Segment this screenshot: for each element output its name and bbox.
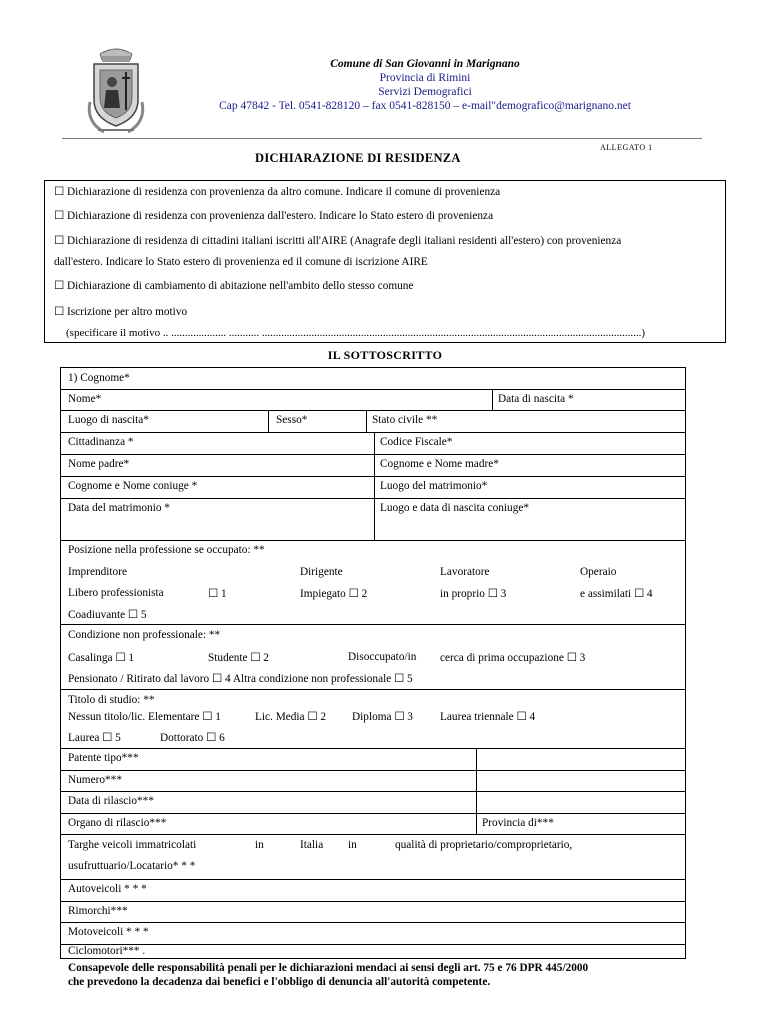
targhe-motoveicoli[interactable]: Motoveicoli * * * (68, 926, 149, 938)
prof-dirigente: Dirigente (300, 566, 343, 578)
field-cognome[interactable]: 1) Cognome* (68, 372, 130, 384)
studio-laurea[interactable]: Laurea ☐ 5 (68, 732, 121, 744)
prof-imprenditore: Imprenditore (68, 566, 127, 578)
altro-motivo-specify[interactable]: (specificare il motivo .. .................... ........... ..........................................................................................................................................) (66, 327, 645, 339)
field-cittadinanza[interactable]: Cittadinanza * (68, 436, 134, 448)
contact-info: Cap 47842 - Tel. 0541-828120 – fax 0541-828150 – e-mail"demografico@marignano.net (219, 100, 631, 112)
provincia-name: Provincia di Rimini (379, 72, 471, 84)
professione-label: Posizione nella professione se occupato: ** (68, 544, 265, 556)
checkbox-icon[interactable]: ☐ (54, 186, 65, 198)
targhe-ciclomotori[interactable]: Ciclomotori*** . (68, 945, 146, 957)
field-nome[interactable]: Nome* (68, 393, 102, 405)
targhe-word-in-2: in (348, 839, 357, 851)
studio-diploma[interactable]: Diploma ☐ 3 (352, 711, 413, 723)
allegato-label: ALLEGATO 1 (600, 143, 653, 152)
targhe-qualita: qualità di proprietario/comproprietario, (395, 839, 573, 851)
checkbox-icon[interactable]: ☐ (54, 306, 65, 318)
field-luogo-matrimonio[interactable]: Luogo del matrimonio* (380, 480, 488, 492)
checkbox-icon[interactable]: ☐ (54, 280, 65, 292)
prof-lavoratore: Lavoratore (440, 566, 490, 578)
prof-assimilati[interactable]: e assimilati ☐ 4 (580, 588, 653, 600)
studio-label: Titolo di studio: ** (68, 694, 155, 706)
studio-nessun[interactable]: Nessun titolo/lic. Elementare ☐ 1 (68, 711, 221, 723)
sottoscritto-heading: IL SOTTOSCRITTO (327, 348, 443, 362)
field-data-matrimonio[interactable]: Data del matrimonio * (68, 502, 170, 514)
studio-media[interactable]: Lic. Media ☐ 2 (255, 711, 326, 723)
patente-numero[interactable]: Numero*** (68, 774, 122, 786)
patente-organo[interactable]: Organo di rilascio*** (68, 817, 167, 829)
checkbox-icon[interactable]: ☐ (54, 210, 65, 222)
municipal-crest-logo (86, 42, 146, 138)
option-estero[interactable]: ☐ Dichiarazione di residenza con provenienza dall'estero. Indicare lo Stato estero di provenienza (54, 210, 494, 222)
nonprof-prima-occupazione[interactable]: cerca di prima occupazione ☐ 3 (440, 652, 586, 664)
nonprof-disoccupato: Disoccupato/in (348, 651, 417, 663)
nonprof-studente[interactable]: Studente ☐ 2 (208, 652, 269, 664)
header-divider (62, 138, 702, 139)
studio-dottorato[interactable]: Dottorato ☐ 6 (160, 732, 225, 744)
field-data-nascita[interactable]: Data di nascita * (498, 393, 574, 405)
servizi-name: Servizi Demografici (378, 86, 472, 98)
document-title: DICHIARAZIONE DI RESIDENZA (255, 151, 461, 165)
targhe-label: Targhe veicoli immatricolati (68, 839, 197, 851)
targhe-usufruttuario: usufruttuario/Locatario* * * (68, 860, 196, 872)
prof-libero: Libero professionista (68, 587, 164, 599)
field-nome-padre[interactable]: Nome padre* (68, 458, 130, 470)
field-sesso[interactable]: Sesso* (276, 414, 308, 426)
targhe-autoveicoli[interactable]: Autoveicoli * * * (68, 883, 147, 895)
option-altro-comune[interactable]: ☐ Dichiarazione di residenza con provenienza da altro comune. Indicare il comune di provenienza (54, 186, 501, 198)
field-luogo-nascita[interactable]: Luogo di nascita* (68, 414, 149, 426)
field-coniuge[interactable]: Cognome e Nome coniuge * (68, 480, 198, 492)
prof-in-proprio[interactable]: in proprio ☐ 3 (440, 588, 507, 600)
targhe-word-italia: Italia (300, 839, 324, 851)
prof-operaio: Operaio (580, 566, 617, 578)
prof-coadiuvante[interactable]: Coadiuvante ☐ 5 (68, 609, 147, 621)
field-nome-madre[interactable]: Cognome e Nome madre* (380, 458, 499, 470)
field-nascita-coniuge[interactable]: Luogo e data di nascita coniuge* (380, 502, 530, 514)
nonprof-casalinga[interactable]: Casalinga ☐ 1 (68, 652, 134, 664)
nonprof-pensionato[interactable]: Pensionato / Ritirato dal lavoro ☐ 4 Altra condizione non professionale ☐ 5 (68, 673, 413, 685)
targhe-rimorchi[interactable]: Rimorchi*** (68, 905, 128, 917)
checkbox-icon[interactable]: ☐ (54, 235, 65, 247)
option-cambio-abitazione[interactable]: ☐ Dichiarazione di cambiamento di abitazione nell'ambito dello stesso comune (54, 280, 414, 292)
comune-name: Comune di San Giovanni in Marignano (330, 58, 520, 70)
patente-data[interactable]: Data di rilascio*** (68, 795, 154, 807)
non-prof-label: Condizione non professionale: ** (68, 629, 221, 641)
prof-checkbox-1[interactable]: ☐ 1 (208, 588, 227, 600)
option-aire[interactable]: ☐ Dichiarazione di residenza di cittadini italiani iscritti all'AIRE (Anagrafe degli italiani residenti all'estero) con provenienza (54, 235, 622, 247)
targhe-word-in: in (255, 839, 264, 851)
option-aire-continued: dall'estero. Indicare lo Stato estero di provenienza ed il comune di iscrizione AIRE (54, 256, 428, 268)
patente-provincia[interactable]: Provincia di*** (482, 817, 554, 829)
field-codice-fiscale[interactable]: Codice Fiscale* (380, 436, 453, 448)
patente-tipo[interactable]: Patente tipo*** (68, 752, 139, 764)
field-stato-civile[interactable]: Stato civile ** (372, 414, 438, 426)
prof-impiegato[interactable]: Impiegato ☐ 2 (300, 588, 368, 600)
option-altro-motivo[interactable]: ☐ Iscrizione per altro motivo (54, 306, 188, 318)
studio-triennale[interactable]: Laurea triennale ☐ 4 (440, 711, 536, 723)
responsibility-statement: Consapevole delle responsabilità penali per le dichiarazioni mendaci ai sensi degli art. 75 e 76 DPR 445/2000 che prevedono la decadenza dai benefici e l'obbligo di denuncia all'autorità competente. (68, 962, 589, 988)
